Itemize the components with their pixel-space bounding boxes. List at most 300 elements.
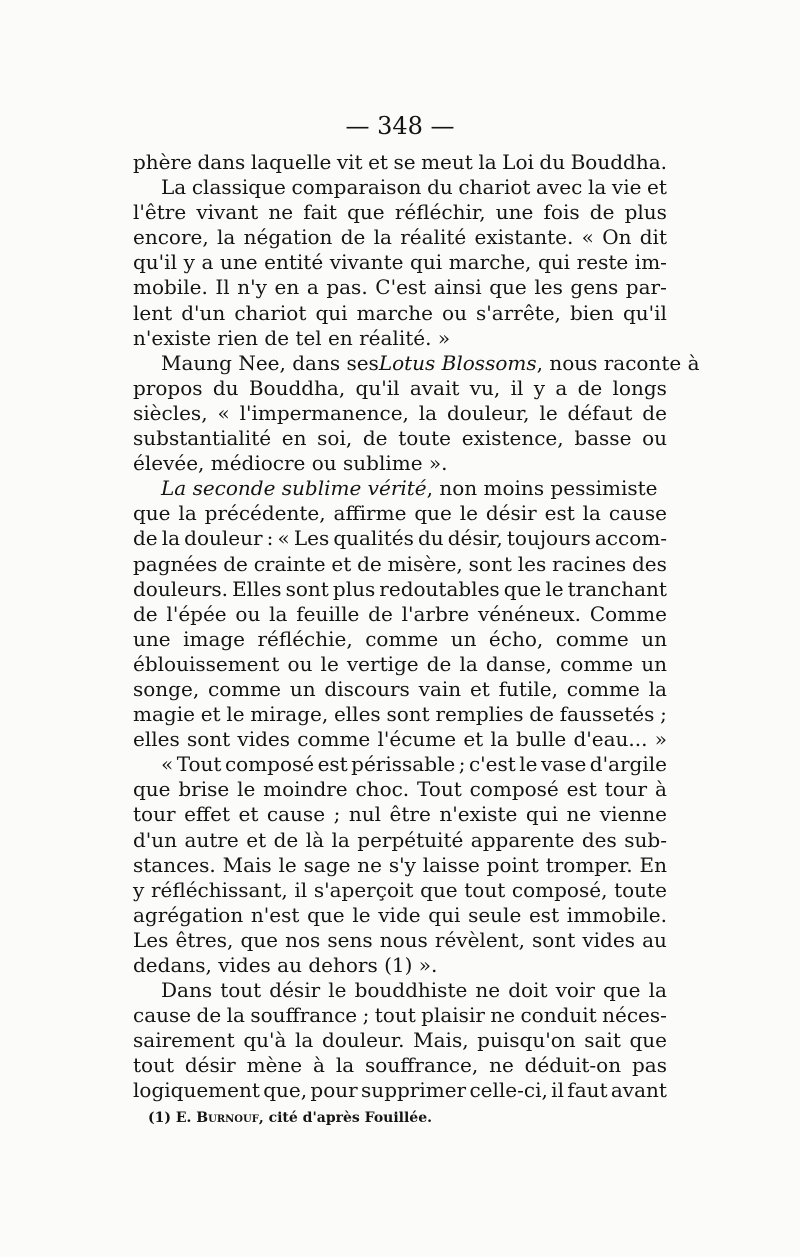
word: qu'à bbox=[243, 1028, 287, 1053]
word: là bbox=[305, 827, 325, 852]
word: que bbox=[133, 501, 171, 526]
word: autre bbox=[184, 827, 239, 852]
word: réfléchir, bbox=[394, 200, 486, 225]
word: il bbox=[551, 1078, 564, 1103]
word: que bbox=[603, 978, 641, 1003]
word: soi, bbox=[317, 426, 353, 451]
word: meut bbox=[421, 150, 473, 174]
word: réalité bbox=[400, 225, 467, 250]
text-line bbox=[133, 752, 667, 777]
word: de bbox=[529, 702, 554, 727]
word: toute bbox=[398, 426, 452, 451]
word: ; bbox=[333, 802, 341, 827]
word: le bbox=[328, 978, 347, 1003]
word: conduit bbox=[520, 1003, 597, 1028]
word: Mais, bbox=[413, 1028, 469, 1053]
word: êtres, bbox=[175, 927, 234, 952]
word: magie bbox=[133, 702, 195, 727]
word: bouddhiste bbox=[354, 978, 468, 1003]
word: supprimer bbox=[361, 1078, 467, 1103]
word: ou bbox=[642, 426, 667, 451]
word: pour bbox=[310, 1078, 358, 1103]
word: sub- bbox=[624, 827, 667, 852]
word: immobile. bbox=[566, 902, 667, 927]
word: vénéneux. bbox=[477, 601, 582, 626]
word: mobile. bbox=[133, 275, 208, 300]
text-line bbox=[133, 225, 667, 250]
text-segment: Maung Nee, dans ses bbox=[161, 350, 379, 375]
text-segment: La seconde sublime vérité, non moins pessimiste bbox=[161, 476, 658, 501]
word: et bbox=[469, 676, 490, 701]
word: sont bbox=[285, 576, 329, 601]
word: vide bbox=[378, 902, 421, 927]
word: qui bbox=[410, 250, 443, 275]
word: cause bbox=[133, 1003, 192, 1028]
word: c'est bbox=[468, 752, 516, 777]
word: le bbox=[539, 400, 558, 425]
word: chariot bbox=[234, 300, 307, 325]
word: une bbox=[133, 626, 171, 651]
word: bien bbox=[569, 300, 614, 325]
text-line bbox=[133, 1003, 667, 1028]
footnote-text: , cité d'après Fouillée. bbox=[258, 1110, 432, 1126]
word: la bbox=[648, 978, 667, 1003]
word: marche bbox=[356, 300, 433, 325]
word: l'écume bbox=[377, 727, 457, 752]
word: que bbox=[307, 902, 345, 927]
word: stances. bbox=[133, 852, 216, 877]
word: apparente bbox=[470, 827, 575, 852]
word: songe, bbox=[133, 676, 200, 701]
word: est bbox=[528, 902, 560, 927]
word: réfléchie, bbox=[257, 626, 353, 651]
word: désir bbox=[485, 501, 537, 526]
word: sens bbox=[327, 927, 373, 952]
word: comme bbox=[566, 676, 640, 701]
text-segment: Lotus Blossoms, nous raconte à bbox=[378, 350, 700, 375]
text-line bbox=[133, 1053, 667, 1078]
word: la bbox=[161, 526, 181, 551]
word: la bbox=[478, 150, 497, 174]
word: de bbox=[223, 551, 248, 576]
word: ne bbox=[566, 802, 592, 827]
word: elles bbox=[133, 727, 180, 752]
word: par- bbox=[625, 275, 667, 300]
footnote-marker: (1) E. bbox=[148, 1110, 192, 1126]
word: la bbox=[178, 501, 197, 526]
word: l'être bbox=[133, 200, 187, 225]
word: comme bbox=[297, 727, 371, 752]
word: siècles, bbox=[133, 400, 208, 425]
word: qu'il bbox=[133, 250, 177, 275]
word: et bbox=[331, 551, 352, 576]
word: le bbox=[519, 752, 538, 777]
word: que bbox=[489, 275, 527, 300]
word: dit bbox=[639, 225, 667, 250]
word: tranchant bbox=[567, 576, 667, 601]
text-line bbox=[133, 1028, 667, 1053]
word: ne bbox=[268, 200, 294, 225]
word: cause bbox=[608, 501, 667, 526]
text-line bbox=[133, 350, 700, 376]
word: déduit-on bbox=[524, 1053, 622, 1078]
word: redoutables bbox=[379, 576, 500, 601]
word: Bouddha, bbox=[248, 375, 346, 400]
word: chariot bbox=[458, 175, 531, 200]
word: En bbox=[639, 852, 667, 877]
word: classique bbox=[191, 175, 286, 200]
word: feuille bbox=[296, 601, 360, 626]
text-line bbox=[133, 652, 667, 677]
word: puisqu'on bbox=[477, 1028, 576, 1053]
word: n'existe bbox=[439, 802, 518, 827]
word: tout bbox=[133, 1053, 174, 1078]
word: Comme bbox=[589, 601, 667, 626]
section-title: La seconde sublime vérité bbox=[161, 476, 427, 501]
word: « bbox=[581, 225, 594, 250]
text-line bbox=[133, 777, 667, 802]
word: fois bbox=[543, 200, 580, 225]
word: la bbox=[295, 1028, 314, 1053]
word: avec bbox=[536, 175, 583, 200]
word: Les bbox=[293, 526, 330, 551]
word: nul bbox=[348, 802, 382, 827]
text-line bbox=[133, 802, 667, 827]
word: tromper. bbox=[545, 852, 633, 877]
word: la bbox=[648, 676, 667, 701]
word: la bbox=[582, 501, 601, 526]
word: toujours bbox=[506, 526, 591, 551]
word: perpétuité bbox=[357, 827, 464, 852]
word: Tout bbox=[417, 777, 462, 802]
word: précédente, bbox=[204, 501, 326, 526]
word: vu, bbox=[469, 375, 501, 400]
word: entité bbox=[264, 250, 324, 275]
word: point bbox=[486, 852, 539, 877]
word: « bbox=[161, 752, 174, 777]
word: d'un bbox=[133, 827, 178, 852]
text-line bbox=[133, 878, 667, 903]
word: a bbox=[306, 275, 319, 300]
word: le bbox=[320, 651, 339, 676]
text-line bbox=[133, 175, 667, 200]
word: et bbox=[368, 150, 388, 174]
word: voir bbox=[555, 978, 595, 1003]
word: existence, bbox=[461, 426, 564, 451]
word: que bbox=[503, 576, 542, 601]
word: reste bbox=[576, 250, 629, 275]
word: nos bbox=[285, 927, 321, 952]
text-line: n'existe rien de tel en réalité. » bbox=[133, 325, 451, 350]
word: composé bbox=[224, 752, 315, 777]
word: l'impermanence, bbox=[239, 400, 409, 425]
word: discours bbox=[324, 676, 410, 701]
word: d'un bbox=[181, 300, 226, 325]
word: ; bbox=[458, 752, 466, 777]
word: ; bbox=[660, 702, 667, 727]
word: propos bbox=[133, 375, 203, 400]
text-line: dedans, vides au dehors (1) ». bbox=[133, 953, 438, 977]
word: périssable bbox=[351, 752, 456, 777]
word: qui bbox=[525, 802, 559, 827]
word: que, bbox=[263, 1078, 308, 1103]
word: des bbox=[631, 551, 667, 576]
word: : bbox=[266, 526, 274, 551]
word: ou bbox=[442, 300, 467, 325]
word: les bbox=[517, 551, 547, 576]
word: mirage, bbox=[250, 702, 329, 727]
word: néces- bbox=[602, 1003, 667, 1028]
page-number: — 348 — bbox=[345, 112, 455, 140]
word: vase bbox=[540, 752, 587, 777]
word: désir bbox=[269, 978, 321, 1003]
word: vivante bbox=[329, 250, 404, 275]
word: que bbox=[629, 1028, 667, 1053]
word: que bbox=[133, 777, 171, 802]
word: révèlent, bbox=[434, 927, 525, 952]
word: l'arbre bbox=[401, 601, 470, 626]
word: comme bbox=[560, 651, 634, 676]
word: des bbox=[581, 827, 617, 852]
word: douleur. bbox=[321, 1028, 405, 1053]
word: vain bbox=[418, 676, 462, 701]
word: est bbox=[566, 777, 597, 802]
word: d'argile bbox=[589, 752, 667, 777]
word: une bbox=[219, 250, 258, 275]
word: sont bbox=[386, 702, 430, 727]
word: qui bbox=[428, 902, 461, 927]
word: la bbox=[587, 175, 607, 200]
word: éblouissement bbox=[133, 651, 280, 676]
word: « bbox=[277, 526, 290, 551]
word: la bbox=[269, 601, 288, 626]
word: remplies bbox=[435, 702, 524, 727]
word: s'y bbox=[388, 852, 416, 877]
text-line bbox=[133, 727, 667, 752]
word: Dans bbox=[161, 978, 213, 1003]
word: n'y bbox=[237, 275, 267, 300]
text-line bbox=[133, 200, 667, 225]
word: ne bbox=[357, 852, 382, 877]
word: ; bbox=[362, 1003, 370, 1028]
word: de bbox=[357, 551, 382, 576]
word: vienne bbox=[599, 802, 667, 827]
word: qui bbox=[538, 250, 571, 275]
word: pagnées bbox=[133, 551, 218, 576]
word: et bbox=[246, 827, 267, 852]
word: comparaison bbox=[291, 175, 422, 200]
word: qualités bbox=[333, 526, 414, 551]
word: effet bbox=[184, 802, 230, 827]
word: ou bbox=[235, 601, 261, 626]
word: sont bbox=[468, 551, 512, 576]
text-line bbox=[133, 275, 667, 300]
text-line bbox=[133, 602, 667, 627]
word: de bbox=[589, 200, 615, 225]
word: s'arrête, bbox=[476, 300, 561, 325]
text-line bbox=[133, 828, 667, 853]
word: sairement bbox=[133, 1028, 235, 1053]
word: un bbox=[641, 626, 667, 651]
word: s'aperçoit bbox=[313, 877, 414, 902]
word: que bbox=[240, 927, 278, 952]
word: vie bbox=[611, 175, 642, 200]
word: le bbox=[278, 852, 297, 877]
word: de bbox=[362, 426, 388, 451]
word: au bbox=[642, 927, 667, 952]
word: et bbox=[463, 727, 484, 752]
word: la bbox=[226, 1003, 245, 1028]
word: le bbox=[545, 576, 564, 601]
word: faut bbox=[567, 1078, 608, 1103]
text-line bbox=[133, 401, 667, 426]
word: et bbox=[238, 802, 259, 827]
word: brise bbox=[178, 777, 230, 802]
word: avait bbox=[409, 375, 460, 400]
word: tour bbox=[133, 802, 176, 827]
word: ne bbox=[490, 1003, 516, 1028]
word: sait bbox=[584, 1028, 621, 1053]
word: y bbox=[533, 375, 546, 400]
word: image bbox=[183, 626, 246, 651]
word: du bbox=[417, 526, 444, 551]
word: du bbox=[212, 375, 239, 400]
word: qu'il bbox=[355, 375, 400, 400]
word: laquelle bbox=[250, 150, 332, 174]
word: il bbox=[294, 877, 308, 902]
word: existante. bbox=[474, 225, 574, 250]
word: laisse bbox=[422, 852, 480, 877]
word: vivant bbox=[196, 200, 259, 225]
word: un bbox=[641, 651, 667, 676]
word: marche, bbox=[448, 250, 532, 275]
word: futile, bbox=[498, 676, 558, 701]
word: composé bbox=[469, 777, 559, 802]
word: Elles bbox=[232, 576, 282, 601]
word: les bbox=[534, 275, 563, 300]
word: bulle bbox=[515, 727, 567, 752]
text-line bbox=[133, 978, 667, 1003]
text-line bbox=[133, 526, 667, 551]
word: négation bbox=[243, 225, 333, 250]
word: encore, bbox=[133, 225, 209, 250]
word: crainte bbox=[253, 551, 326, 576]
word: comme bbox=[555, 626, 629, 651]
word: lent bbox=[133, 300, 173, 325]
word: doit bbox=[508, 978, 548, 1003]
word: du bbox=[539, 150, 566, 174]
word: douleur bbox=[184, 526, 263, 551]
word: Il bbox=[215, 275, 230, 300]
word: douleur, bbox=[446, 400, 530, 425]
text-line bbox=[133, 376, 667, 401]
word: est bbox=[317, 752, 348, 777]
book-title: Lotus Blossoms bbox=[378, 350, 537, 375]
word: avant bbox=[610, 1078, 667, 1103]
word: gens bbox=[570, 275, 619, 300]
text-line bbox=[133, 476, 667, 501]
word: composé, bbox=[511, 877, 608, 902]
word: défaut bbox=[567, 400, 633, 425]
word: im- bbox=[634, 250, 667, 275]
word: la bbox=[418, 400, 438, 425]
footnote-author: Burnouf bbox=[196, 1110, 259, 1126]
word: mène bbox=[246, 1053, 303, 1078]
word: de bbox=[368, 601, 393, 626]
word: seule bbox=[468, 902, 522, 927]
word: la bbox=[490, 727, 509, 752]
word: » bbox=[654, 727, 667, 752]
word: pas. bbox=[326, 275, 368, 300]
word: la bbox=[335, 1053, 355, 1078]
word: n'est bbox=[250, 902, 300, 927]
word: misère, bbox=[387, 551, 463, 576]
word: vides bbox=[237, 727, 291, 752]
word: écho, bbox=[488, 626, 544, 651]
word: le bbox=[352, 902, 371, 927]
word: en bbox=[274, 275, 300, 300]
word: de bbox=[133, 526, 158, 551]
word: comme bbox=[365, 626, 439, 651]
word: choc. bbox=[355, 777, 410, 802]
word: le bbox=[226, 702, 245, 727]
word: Tout bbox=[176, 752, 222, 777]
word: Mais bbox=[222, 852, 272, 877]
word: désir, bbox=[447, 526, 503, 551]
word: de bbox=[196, 1003, 222, 1028]
word: a bbox=[555, 375, 568, 400]
word: plus bbox=[624, 200, 667, 225]
word: Les bbox=[133, 927, 169, 952]
word: On bbox=[602, 225, 632, 250]
word: plaisir bbox=[421, 1003, 485, 1028]
word: basse bbox=[574, 426, 632, 451]
word: ne bbox=[475, 978, 501, 1003]
word: souffrance, bbox=[365, 1053, 479, 1078]
word: logiquement bbox=[133, 1078, 260, 1103]
word: le bbox=[237, 777, 256, 802]
word: un bbox=[450, 626, 477, 651]
word: a bbox=[201, 250, 214, 275]
word: tour bbox=[604, 777, 648, 802]
text-line bbox=[133, 677, 667, 702]
word: la bbox=[217, 225, 236, 250]
word: à bbox=[654, 777, 667, 802]
word: dans bbox=[197, 150, 246, 174]
text-line bbox=[133, 903, 667, 928]
text-line bbox=[133, 250, 667, 275]
word: longs bbox=[612, 375, 667, 400]
word: de bbox=[340, 225, 366, 250]
word: que bbox=[347, 200, 385, 225]
word: réfléchissant, bbox=[150, 877, 288, 902]
word: Loi bbox=[502, 150, 534, 174]
word: agrégation bbox=[133, 902, 244, 927]
word: y bbox=[183, 250, 195, 275]
word: et bbox=[200, 702, 221, 727]
word: la bbox=[373, 225, 392, 250]
word: il bbox=[510, 375, 524, 400]
word: y bbox=[133, 877, 145, 902]
word: et bbox=[647, 175, 667, 200]
word: être bbox=[389, 802, 431, 827]
word: une bbox=[495, 200, 534, 225]
word: danse, bbox=[485, 651, 552, 676]
text-line bbox=[133, 853, 667, 878]
word: que bbox=[420, 877, 458, 902]
word: sont bbox=[532, 927, 576, 952]
word: accom- bbox=[594, 526, 667, 551]
